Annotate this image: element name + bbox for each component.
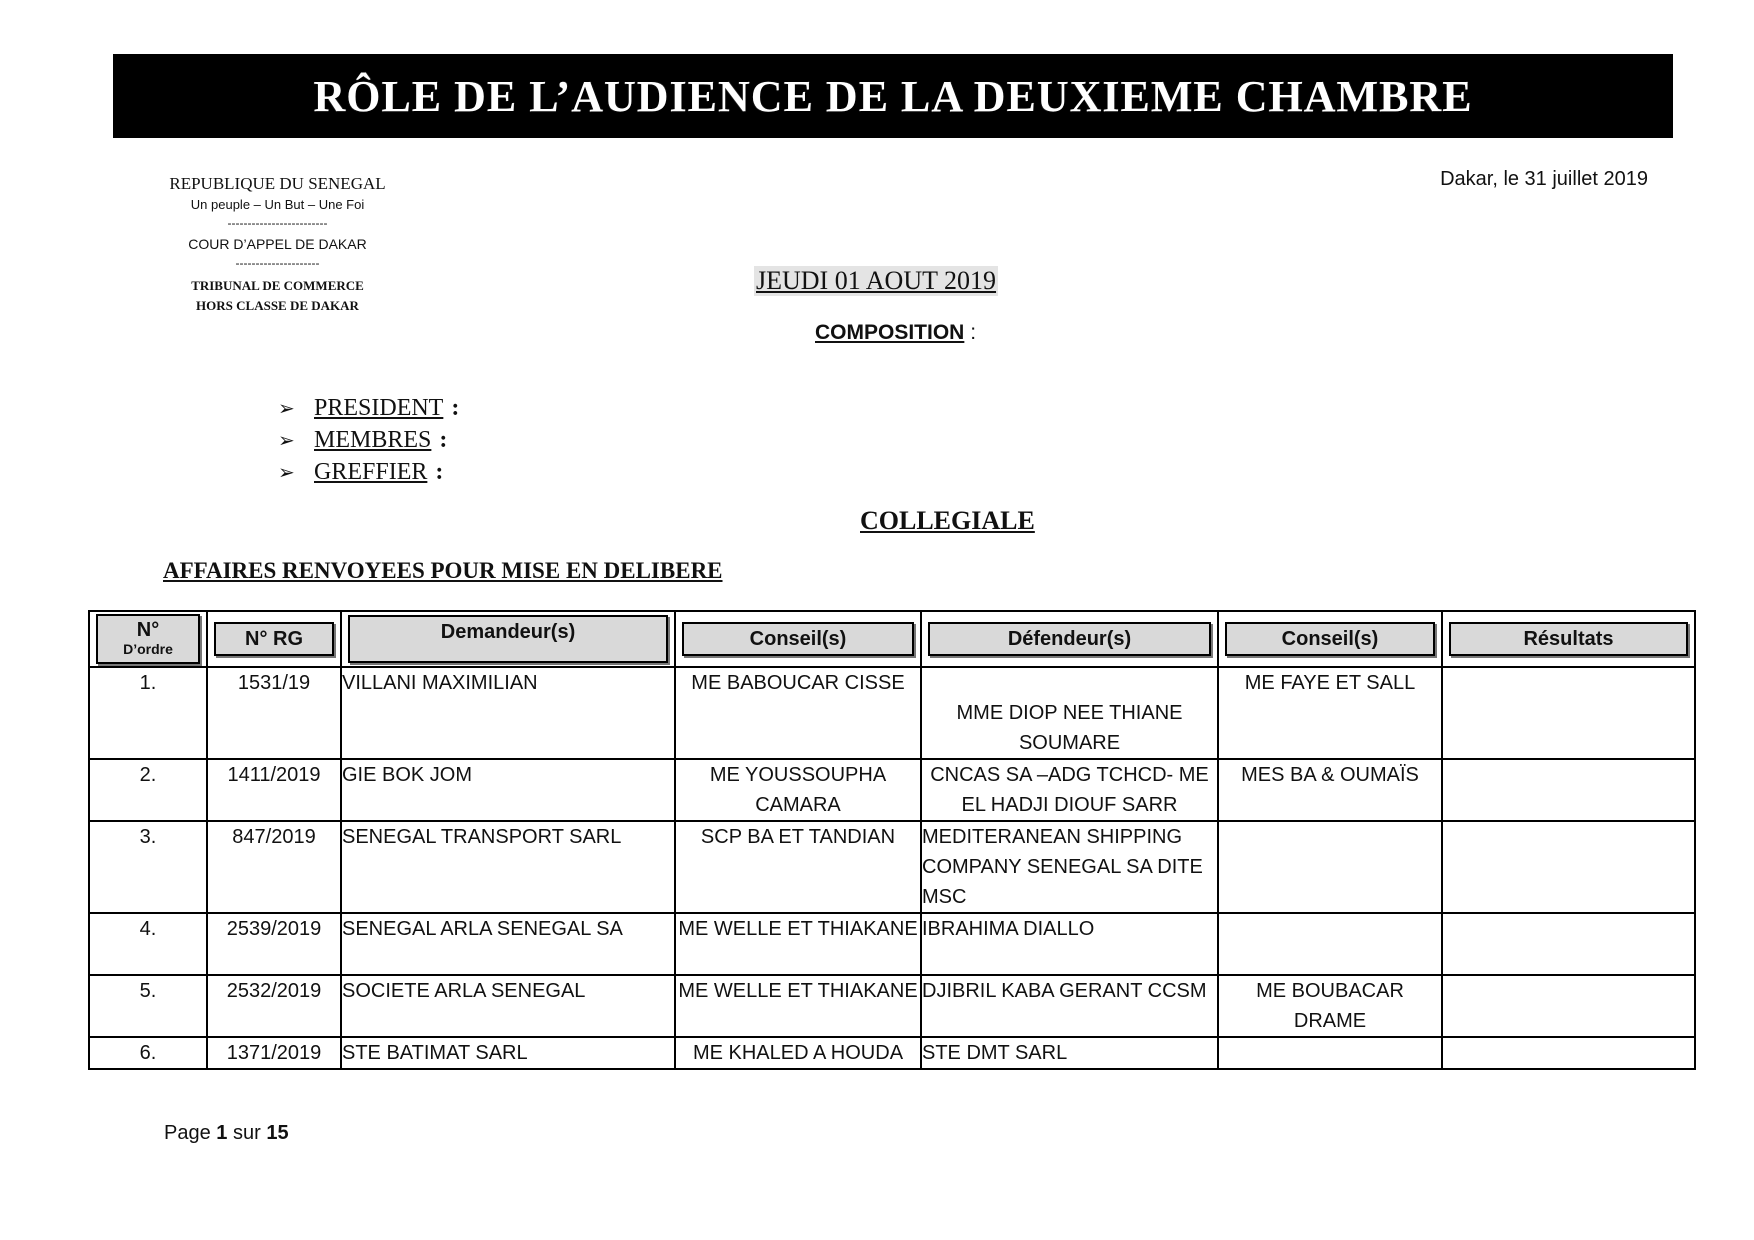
- cell-num: 5.: [89, 975, 207, 1037]
- cell-conseil-defendeur: [1218, 1037, 1442, 1069]
- cell-num: 6.: [89, 1037, 207, 1069]
- header-rg-box: N° RG: [214, 622, 334, 656]
- header-rg: [207, 611, 341, 667]
- header-demandeur-box: Demandeur(s): [348, 615, 668, 663]
- republic-name: REPUBLIQUE DU SENEGAL: [169, 174, 386, 193]
- arrow-bullet-icon: ➢: [278, 396, 295, 420]
- composition-colon: :: [970, 321, 977, 344]
- cell-conseil-demandeur: ME BABOUCAR CISSE: [675, 667, 921, 759]
- page-counter: [164, 1122, 289, 1145]
- header-conseil-demandeur: [675, 611, 921, 667]
- cell-defendeur: STE DMT SARL: [921, 1037, 1218, 1069]
- tribunal-line-1: TRIBUNAL DE COMMERCE: [191, 278, 364, 293]
- cell-demandeur: SENEGAL ARLA SENEGAL SA: [341, 913, 675, 975]
- table-row: [89, 913, 1695, 975]
- cell-rg: 1371/2019: [207, 1037, 341, 1069]
- cell-conseil-demandeur: SCP BA ET TANDIAN: [675, 821, 921, 913]
- cell-num: 4.: [89, 913, 207, 975]
- header-order-sublabel: D’ordre: [123, 641, 173, 657]
- cell-defendeur: [921, 667, 1218, 759]
- cell-demandeur: STE BATIMAT SARL: [341, 1037, 675, 1069]
- header-defendeur: [921, 611, 1218, 667]
- cell-num: 2.: [89, 759, 207, 821]
- cell-conseil-defendeur: ME FAYE ET SALL: [1218, 667, 1442, 759]
- role-colon: :: [451, 394, 460, 421]
- tribunal-line-2: HORS CLASSE DE DAKAR: [196, 298, 359, 313]
- cell-num: 3.: [89, 821, 207, 913]
- divider-line: -------------------------: [227, 216, 328, 230]
- divider-line: ---------------------: [235, 256, 320, 270]
- role-label: GREFFIER: [314, 458, 428, 485]
- sur-word: sur: [232, 1122, 261, 1144]
- cell-demandeur: GIE BOK JOM: [341, 759, 675, 821]
- cell-resultat: [1442, 821, 1695, 913]
- composition-label: COMPOSITION: [815, 321, 965, 344]
- composition-roles: [278, 392, 459, 488]
- tribunal-name: [140, 276, 415, 316]
- page-title: RÔLE DE L’AUDIENCE DE LA DEUXIEME CHAMBRE: [313, 71, 1473, 121]
- cell-rg: 1411/2019: [207, 759, 341, 821]
- composition-heading: [815, 321, 976, 345]
- cell-rg: 2539/2019: [207, 913, 341, 975]
- cell-conseil-demandeur: ME WELLE ET THIAKANE: [675, 913, 921, 975]
- header-conseil-defendeur: [1218, 611, 1442, 667]
- role-membres: [278, 424, 459, 456]
- cell-defendeur: DJIBRIL KABA GERANT CCSM: [921, 975, 1218, 1037]
- cell-defendeur: MEDITERANEAN SHIPPING COMPANY SENEGAL SA DITE MSC: [921, 821, 1218, 913]
- title-banner: [113, 54, 1673, 138]
- role-label: PRESIDENT: [314, 394, 444, 421]
- formation-heading: COLLEGIALE: [860, 506, 1035, 535]
- header-conseil-box: Conseil(s): [1225, 622, 1435, 656]
- role-president: [278, 392, 459, 424]
- cases-table: [88, 610, 1696, 1070]
- cell-rg: 847/2019: [207, 821, 341, 913]
- page-number: 1: [216, 1122, 228, 1144]
- cell-conseil-defendeur: ME BOUBACAR DRAME: [1218, 975, 1442, 1037]
- role-label: MEMBRES: [314, 426, 432, 453]
- table-row: [89, 821, 1695, 913]
- national-motto: Un peuple – Un But – Une Foi: [190, 197, 365, 212]
- role-greffier: [278, 456, 459, 488]
- cell-num: 1.: [89, 667, 207, 759]
- header-demandeur: [341, 611, 675, 667]
- cell-demandeur: SOCIETE ARLA SENEGAL: [341, 975, 675, 1037]
- court-name: COUR D’APPEL DE DAKAR: [188, 236, 367, 252]
- section-title: AFFAIRES RENVOYEES POUR MISE EN DELIBERE: [163, 558, 723, 583]
- cell-conseil-defendeur: [1218, 821, 1442, 913]
- cell-demandeur: VILLANI MAXIMILIAN: [341, 667, 675, 759]
- cell-resultat: [1442, 975, 1695, 1037]
- cell-defendeur: IBRAHIMA DIALLO: [921, 913, 1218, 975]
- document-date: Dakar, le 31 juillet 2019: [1440, 168, 1648, 190]
- cell-resultat: [1442, 667, 1695, 759]
- cell-resultat: [1442, 913, 1695, 975]
- cell-demandeur: SENEGAL TRANSPORT SARL: [341, 821, 675, 913]
- header-order: [89, 611, 207, 667]
- cell-resultat: [1442, 759, 1695, 821]
- table-row: [89, 1037, 1695, 1069]
- header-defendeur-box: Défendeur(s): [928, 622, 1211, 656]
- cell-conseil-demandeur: ME YOUSSOUPHA CAMARA: [675, 759, 921, 821]
- header-resultats-box: Résultats: [1449, 622, 1688, 656]
- cell-conseil-defendeur: [1218, 913, 1442, 975]
- header-order-box: [96, 614, 200, 664]
- institution-header: [140, 174, 415, 316]
- cell-conseil-demandeur: ME WELLE ET THIAKANE: [675, 975, 921, 1037]
- cell-defendeur-text: MME DIOP NEE THIANE SOUMARE: [956, 702, 1183, 754]
- role-colon: :: [439, 426, 448, 453]
- table-row: [89, 667, 1695, 759]
- header-order-label: N°: [136, 619, 160, 641]
- header-resultats: [1442, 611, 1695, 667]
- page-word: Page: [164, 1122, 211, 1144]
- hearing-date: JEUDI 01 AOUT 2019: [756, 266, 997, 295]
- cell-conseil-defendeur: MES BA & OUMAÏS: [1218, 759, 1442, 821]
- cell-rg: 1531/19: [207, 667, 341, 759]
- arrow-bullet-icon: ➢: [278, 428, 295, 452]
- table-row: [89, 975, 1695, 1037]
- cell-conseil-demandeur: ME KHALED A HOUDA: [675, 1037, 921, 1069]
- table-row: [89, 759, 1695, 821]
- page-total: 15: [266, 1122, 289, 1144]
- role-colon: :: [435, 458, 444, 485]
- cell-defendeur: CNCAS SA –ADG TCHCD- ME EL HADJI DIOUF SARR: [921, 759, 1218, 821]
- cell-resultat: [1442, 1037, 1695, 1069]
- table-header-row: [89, 611, 1695, 667]
- cell-rg: 2532/2019: [207, 975, 341, 1037]
- header-conseil-box: Conseil(s): [682, 622, 914, 656]
- arrow-bullet-icon: ➢: [278, 460, 295, 484]
